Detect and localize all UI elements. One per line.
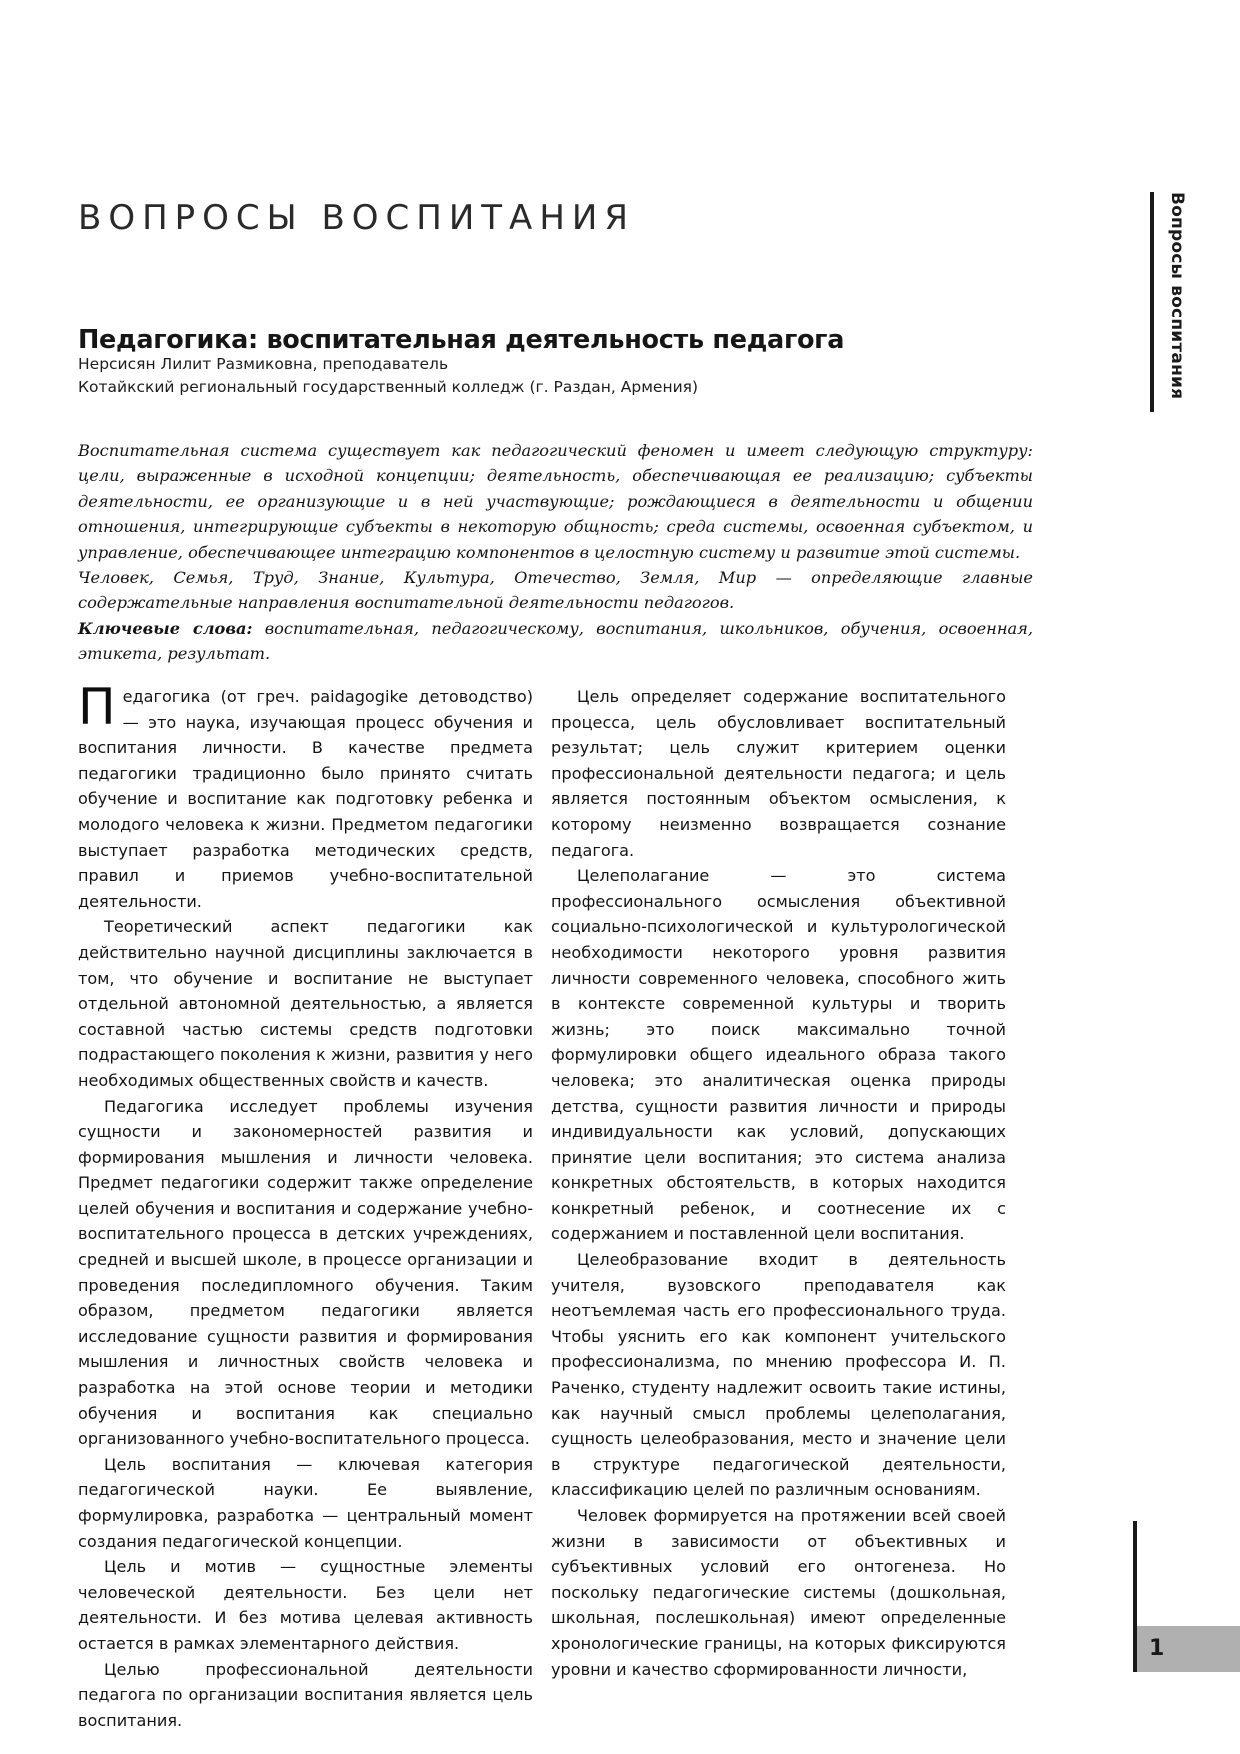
section-rubric: ВОПРОСЫ ВОСПИТАНИЯ [78, 198, 635, 238]
abstract-paragraph-1: Воспитательная система существует как педагогический феномен и имеет следующую структуру: цели, выраженные в исходной концепции; деятельность, обеспечивающая ее реализацию; субъекты деятельности, ее организующие и в ней участвующие; рождающиеся в деятельности и общении отношения, интегрирующие субъекты в некоторую общность; среда системы, освоенная субъектом, и управление, обеспечивающее интеграцию компонентов в целостную систему и развитие этой системы. [78, 441, 1033, 562]
drop-cap: П [78, 678, 116, 736]
body-paragraph-text: едагогика (от греч. paidagogike детоводство) — это наука, изучающая процесс обучения и воспитания личности. В качестве предмета педагогики традиционно было принято считать обучение и воспитание как подготовку ребенка и молодого человека к жизни. Предметом педагогики выступает разработка методических средств, правил и приемов учебно-воспитательной деятельности. [78, 687, 533, 911]
body-paragraph: Человек формируется на протяжении всей своей жизни в зависимости от объективных и субъективных условий его онтогенеза. Но поскольку педагогические системы (дошкольная, школьная, послешкольная) имеют определенные хронологические границы, на которых фиксируются уровни и качество сформированности личности, [551, 1506, 1006, 1679]
keywords-text: воспитательная, педагогическому, воспитания, школьников, обучения, освоенная, этикета, результат. [78, 618, 1033, 664]
page-number: 1 [1149, 1636, 1165, 1661]
body-paragraph: Цель определяет содержание воспитательного процесса, цель обусловливает воспитательный результат; цель служит критерием оценки профессиональной деятельности педагога; и цель является постоянным объектом осмысления, к которому неизменно возвращается сознание педагога. [551, 687, 1006, 860]
page-title: Педагогика: воспитательная деятельность педагога [78, 325, 845, 356]
body-paragraph: Целеполагание — это система профессионального осмысления объективной социально-психологической и культурологической необходимости некоторого уровня развития личности современного человека, способного жить в контексте современной культуры и творить жизнь; это поиск максимально точной формулировки общего идеального образа такого человека; это аналитическая оценка природы детства, сущности развития личности и природы индивидуальности как условий, допускающих принятие цели воспитания; это система анализа конкретных обстоятельств, в которых находится конкретный ребенок, и соотнесение их с содержанием и поставленной цели воспитания. [551, 866, 1006, 1244]
abstract-paragraph-2: Человек, Семья, Труд, Знание, Культура, Отечество, Земля, Мир — определяющие главные содержательные направления воспитательной деятельности педагогов. [78, 568, 1033, 613]
body-paragraph: Педагогика исследует проблемы изучения сущности и закономерностей развития и формирования мышления и личности человека. Предмет педагогики содержит также определение целей обучения и воспитания и содержание учебно-воспитательного процесса в детских учреждениях, средней и высшей школе, в процессе организации и проведения последипломного обучения. Таким образом, предметом педагогики является исследование сущности развития и формирования мышления и личностных свойств человека и разработка на этой основе теории и методики обучения и воспитания как специально организованного учебно-воспитательного процесса. [78, 1096, 533, 1449]
body-paragraph: Целеобразование входит в деятельность учителя, вузовского преподавателя как неотъемлемая часть его профессионального труда. Чтобы уяснить его как компонент учительского профессионализма, по мнению профессора И. П. Раченко, студенту надлежит освоить такие истины, как научный смысл проблемы целеполагания, сущность целеобразования, место и значение цели в структуре педагогической деятельности, классификацию целей по различным основаниям. [551, 1250, 1006, 1500]
body-paragraph: Теоретический аспект педагогики как действительно научной дисциплины заключается в том, что обучение и воспитание не выступает отдельной автономной деятельностью, а является составной частью системы средств подготовки подрастающего поколения к жизни, развития у него необходимых общественных свойств и качеств. [78, 917, 533, 1090]
body-column-left [78, 678, 533, 1733]
running-head-tab [1150, 192, 1196, 412]
author-name: Нерсисян Лилит Размиковна, преподаватель [78, 355, 449, 373]
keywords-paragraph [78, 616, 1033, 667]
body-paragraph: Цель и мотив — сущностные элементы человеческой деятельности. Без цели нет деятельности. И без мотива целевая активность остается в рамках элементарного действия. [78, 1557, 533, 1653]
body-paragraph: Целью профессиональной деятельности педагога по организации воспитания является цель воспитания. [78, 1659, 533, 1730]
body-paragraph [78, 678, 533, 914]
abstract-block [78, 438, 1033, 667]
folio-block [1137, 1626, 1240, 1672]
author-affiliation: Котайкский региональный государственный колледж (г. Раздан, Армения) [78, 378, 699, 396]
keywords-label: Ключевые слова: [78, 618, 253, 638]
running-head-rule [1150, 192, 1154, 412]
body-column-right [551, 684, 1006, 1682]
running-head-label: Вопросы воспитания [1167, 192, 1187, 400]
body-paragraph: Цель воспитания — ключевая категория педагогической науки. Ее выявление, формулировка, разработка — центральный момент создания педагогической концепции. [78, 1454, 533, 1551]
